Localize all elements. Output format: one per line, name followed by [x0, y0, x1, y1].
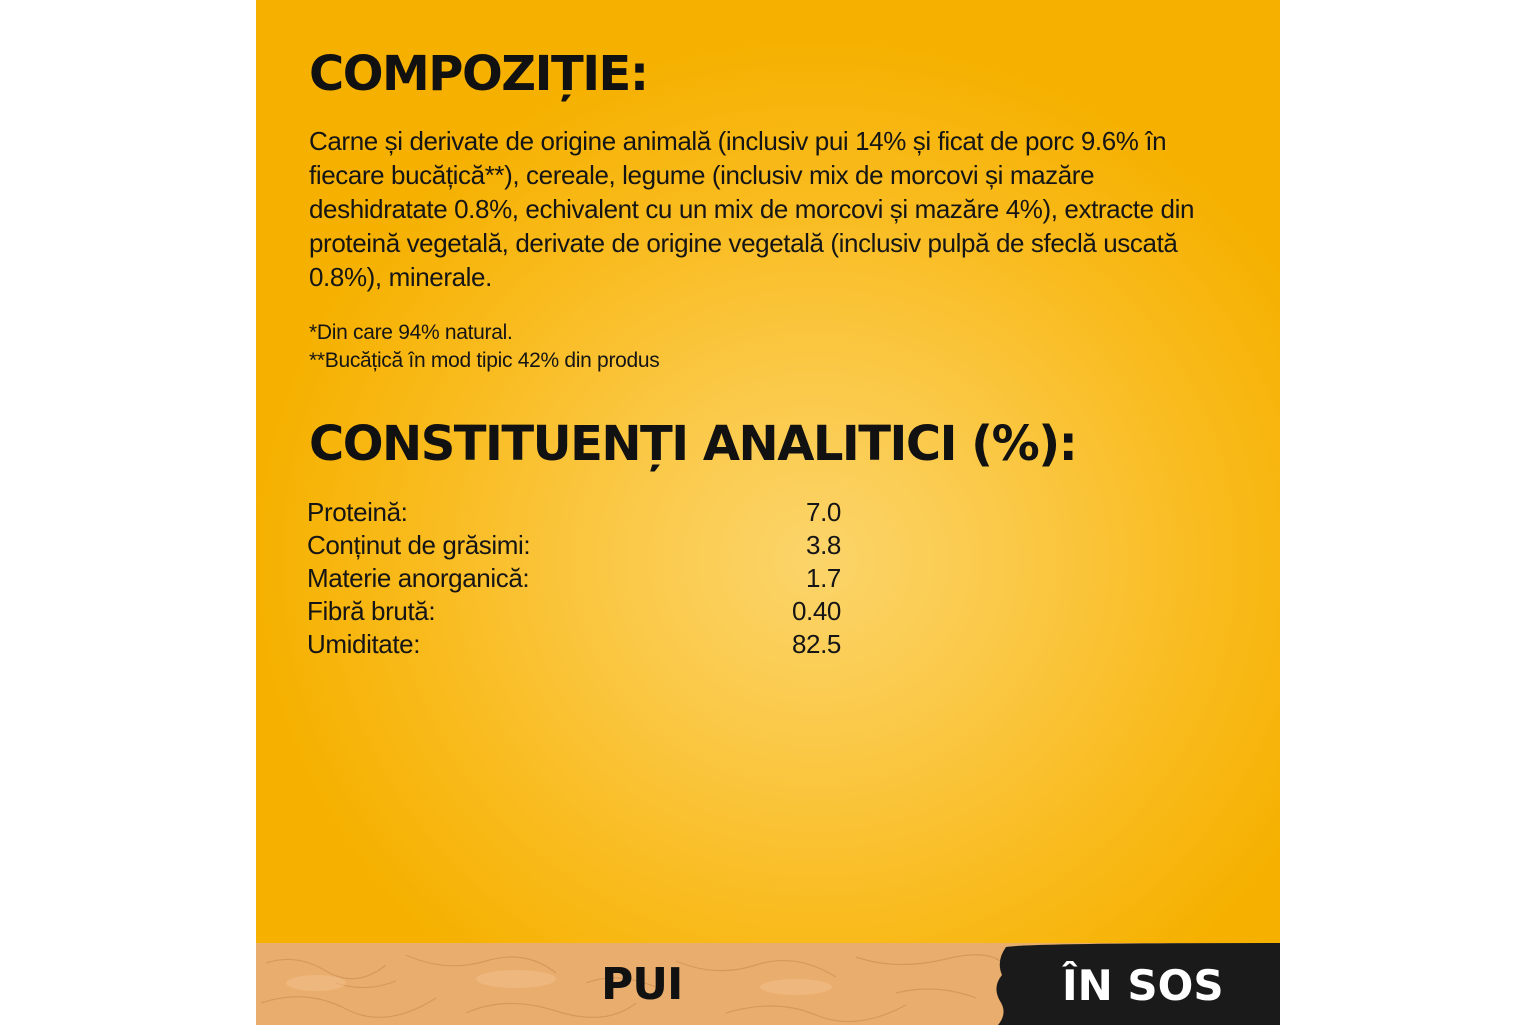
flavor-label: PUI [601, 959, 683, 1010]
table-row [307, 562, 841, 595]
row-label: Conținut de grăsimi: [307, 530, 531, 560]
row-value: 0.40 [791, 596, 841, 626]
row-label: Materie anorganică: [307, 563, 530, 593]
analysis-heading: CONSTITUENȚI ANALITICI (%): [309, 416, 1077, 472]
composition-heading: COMPOZIȚIE: [309, 46, 648, 102]
nutrition-panel [256, 0, 1280, 1025]
sauce-badge [992, 943, 1280, 1025]
row-value: 7.0 [806, 497, 841, 527]
flavor-band [256, 943, 1280, 1025]
row-value: 1.7 [806, 563, 841, 593]
table-row [307, 595, 841, 628]
row-label: Fibră brută: [307, 596, 436, 626]
row-label: Proteină: [307, 497, 408, 527]
row-value: 3.8 [806, 530, 841, 560]
composition-text: Carne și derivate de origine animală (inclusiv pui 14% și ficat de porc 9.6% în fiecare bucățică**), cereale, legume (inclusiv mix de morcovi și mazăre deshidratate 0.8%, echivalent cu un mix de morcovi și mazăre 4%), extracte din proteină vegetală, derivate de origine vegetală (inclusiv pulpă de sfeclă uscată 0.8%), minerale. [309, 126, 1195, 292]
table-row [307, 496, 841, 529]
sauce-label: ÎN SOS [1062, 961, 1224, 1010]
footnote-natural: *Din care 94% natural. [309, 321, 513, 344]
footnotes [309, 319, 1009, 375]
table-row [307, 628, 841, 661]
table-row [307, 529, 841, 562]
row-value: 82.5 [791, 629, 841, 659]
row-label: Umiditate: [307, 629, 421, 659]
analysis-table [307, 496, 841, 661]
footnote-chunk: **Bucățică în mod tipic 42% din produs [309, 349, 660, 372]
